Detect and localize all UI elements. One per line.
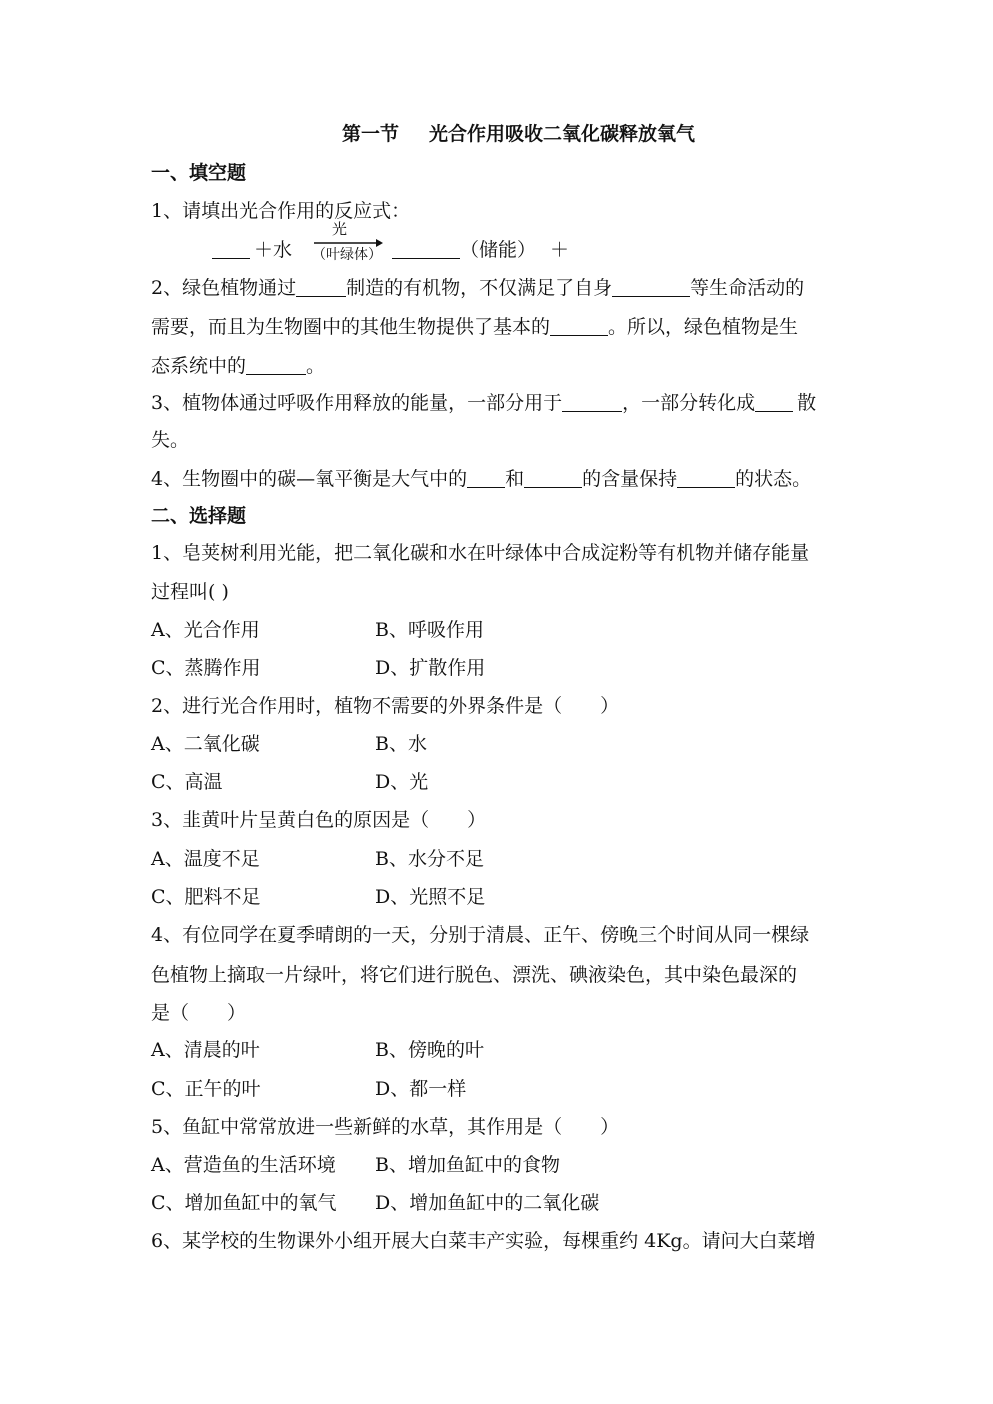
choice-q1-option-b[interactable]: B、呼吸作用 — [375, 619, 484, 641]
blank[interactable] — [755, 392, 793, 412]
part2-heading: 二、选择题 — [151, 505, 247, 527]
section-number: 第一节 — [342, 123, 400, 145]
choice-q1-line1: 1、皂荚树利用光能，把二氧化碳和水在叶绿体中合成淀粉等有机物并储存能量 — [151, 542, 810, 564]
choice-q3-option-a[interactable]: A、温度不足 — [151, 848, 260, 870]
choice-q3-option-b[interactable]: B、水分不足 — [375, 848, 484, 870]
equation-water: ＋水 — [254, 239, 293, 261]
choice-q3-option-c[interactable]: C、肥料不足 — [151, 886, 261, 908]
section-title: 光合作用吸收二氧化碳释放氧气 — [429, 123, 696, 145]
equation-chloroplast: （叶绿体） — [312, 247, 382, 263]
choice-q6-line1: 6、某学校的生物课外小组开展大白菜丰产实验，每棵重约 4Kg。请问大白菜增 — [151, 1230, 816, 1252]
equation-plus: ＋ — [550, 239, 570, 261]
fill-q1-text: 1、请填出光合作用的反应式： — [151, 200, 411, 222]
blank[interactable] — [212, 239, 250, 259]
choice-q2-option-a[interactable]: A、二氧化碳 — [151, 733, 260, 755]
choice-q2-line1: 2、进行光合作用时，植物不需要的外界条件是（ ） — [151, 695, 620, 717]
blank[interactable] — [296, 277, 346, 297]
fill-q1-equation-right — [392, 239, 569, 260]
fill-q1-equation — [212, 239, 292, 260]
fill-q3-line1: 3、植物体通过呼吸作用释放的能量，一部分用于 ，一部分转化成 散 — [151, 392, 817, 414]
equation-light: 光 — [332, 220, 348, 238]
choice-q3-option-d[interactable]: D、光照不足 — [375, 886, 486, 908]
choice-q5-option-b[interactable]: B、增加鱼缸中的食物 — [375, 1154, 560, 1176]
choice-q2-option-d[interactable]: D、光 — [375, 771, 429, 793]
choice-q1-option-d[interactable]: D、扩散作用 — [375, 657, 486, 679]
fill-q4-line1: 4、生物圈中的碳—氧平衡是大气中的 和 的含量保持 的状态。 — [151, 468, 812, 490]
choice-q2-option-c[interactable]: C、高温 — [151, 771, 223, 793]
equation-energy: （储能） — [460, 239, 537, 261]
choice-q5-option-a[interactable]: A、营造鱼的生活环境 — [151, 1154, 336, 1176]
choice-q5-option-d[interactable]: D、增加鱼缸中的二氧化碳 — [375, 1192, 600, 1214]
choice-q4-line3: 是（ ） — [151, 1002, 247, 1024]
blank[interactable] — [550, 316, 608, 336]
blank[interactable] — [392, 239, 460, 259]
choice-q5-line1: 5、鱼缸中常常放进一些新鲜的水草，其作用是（ ） — [151, 1116, 620, 1138]
choice-q1-option-c[interactable]: C、蒸腾作用 — [151, 657, 261, 679]
choice-q3-line1: 3、韭黄叶片呈黄白色的原因是（ ） — [151, 809, 487, 831]
choice-q4-option-b[interactable]: B、傍晚的叶 — [375, 1039, 484, 1061]
fill-q3-line2: 失。 — [151, 429, 190, 451]
fill-q2-line2: 需要，而且为生物圈中的其他生物提供了基本的 。所以，绿色植物是生 — [151, 316, 799, 338]
page-title — [342, 125, 695, 144]
blank[interactable] — [524, 468, 582, 488]
blank[interactable] — [246, 355, 306, 375]
choice-q4-line1: 4、有位同学在夏季晴朗的一天，分别于清晨、正午、傍晚三个时间从同一棵绿 — [151, 924, 810, 946]
choice-q1-line2: 过程叫( ) — [151, 581, 229, 603]
choice-q4-option-d[interactable]: D、都一样 — [375, 1078, 467, 1100]
choice-q5-option-c[interactable]: C、增加鱼缸中的氧气 — [151, 1192, 337, 1214]
part1-heading: 一、填空题 — [151, 162, 247, 184]
choice-q1-option-a[interactable]: A、光合作用 — [151, 619, 260, 641]
blank[interactable] — [677, 468, 735, 488]
choice-q4-line2: 色植物上摘取一片绿叶，将它们进行脱色、漂洗、碘液染色，其中染色最深的 — [151, 964, 798, 986]
fill-q2-line3: 态系统中的 。 — [151, 355, 326, 377]
fill-q2-line1: 2、绿色植物通过 制造的有机物，不仅满足了自身 等生命活动的 — [151, 277, 805, 299]
choice-q4-option-a[interactable]: A、清晨的叶 — [151, 1039, 260, 1061]
choice-q4-option-c[interactable]: C、正午的叶 — [151, 1078, 261, 1100]
blank[interactable] — [467, 468, 505, 488]
choice-q2-option-b[interactable]: B、水 — [375, 733, 427, 755]
blank[interactable] — [562, 392, 622, 412]
blank[interactable] — [612, 277, 690, 297]
